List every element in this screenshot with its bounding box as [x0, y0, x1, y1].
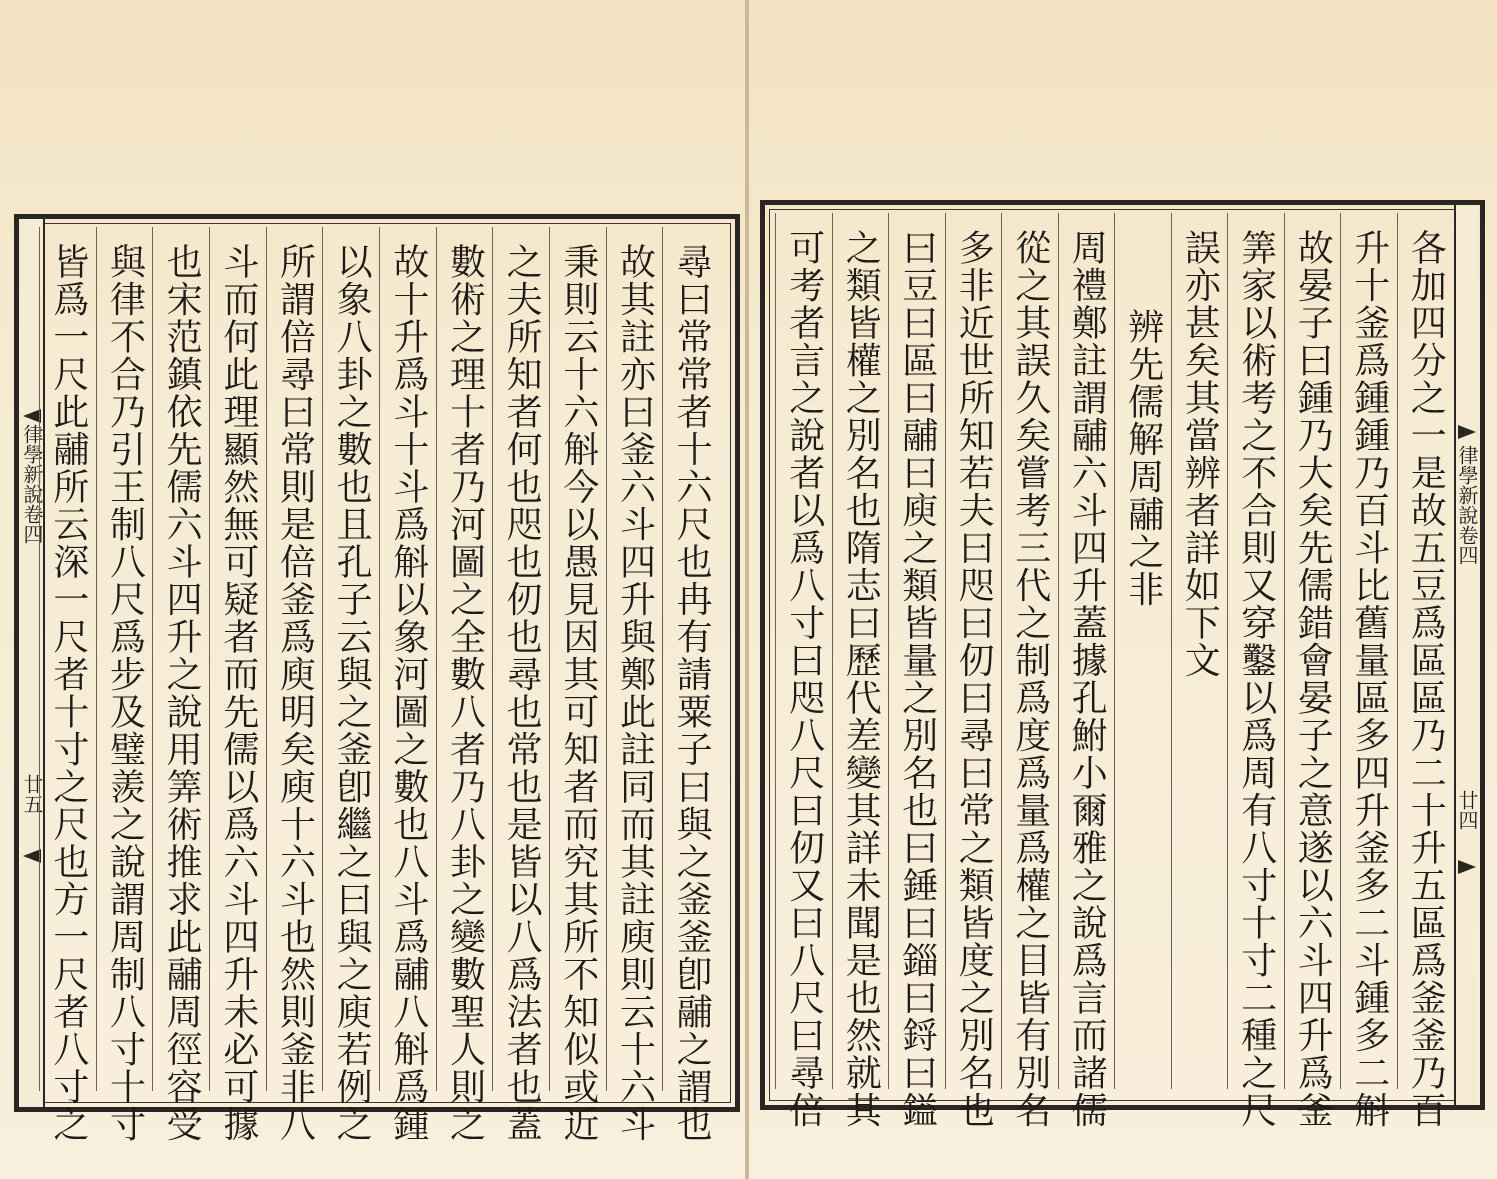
text-column: [1058, 213, 1115, 1129]
column-text: 也宋范鎮依先儒六斗四升之說用筭術推求此鬴周徑容受: [161, 243, 203, 1143]
text-column: [266, 227, 323, 1143]
column-text: 以象八卦之數也且孔子云與之釜卽繼之曰與之庾若例之: [331, 243, 373, 1143]
text-column: [1340, 213, 1397, 1129]
fold-margin-title: 律學新說卷四: [20, 424, 44, 544]
section-heading: 辨先儒解周鬴之非: [1122, 308, 1164, 608]
text-column: [96, 227, 153, 1143]
column-text: 多非近世所知若夫曰咫曰仞曰尋曰常之類皆度之別名也: [953, 229, 995, 1129]
right-page-frame: [760, 200, 1485, 1129]
right-text-columns: [775, 213, 1470, 1129]
column-text: 斗而何此理顯然無可疑者而先儒以爲六斗四升未必可據: [217, 243, 259, 1143]
column-text: 之夫所知者何也咫也仞也尋也常也是皆以八爲法者也蓋: [501, 243, 543, 1143]
text-column: [1171, 213, 1228, 1089]
column-text: 所謂倍尋曰常則是倍釜爲庾明矣庾十六斗也然則釜非八: [274, 243, 316, 1143]
text-column: [209, 227, 266, 1143]
left-text-columns: [39, 227, 721, 1143]
text-column: [39, 227, 96, 1143]
column-text: 秉則云十六斛今以愚見因其可知者而究其所不知似或近: [557, 243, 599, 1143]
text-column: [1227, 213, 1284, 1129]
text-column: [945, 213, 1002, 1129]
column-text: 各加四分之一是故五豆爲區區乃二十升五區爲釜釜乃百: [1405, 229, 1447, 1129]
fold-margin-page-number: 廿五: [20, 774, 44, 814]
column-text: 曰豆曰區曰鬴曰庾之類皆量之別名也曰錘曰錙曰鋝曰鎰: [896, 229, 938, 1129]
column-text: 故其註亦曰釜六斗四升與鄭此註同而其註庾則云十六斗: [614, 243, 656, 1143]
column-text: 皆爲一尺此鬴所云深一尺者十寸之尺也方一尺者八寸之: [47, 243, 89, 1143]
column-text: 從之其誤久矣嘗考三代之制爲度爲量爲權之目皆有別名: [1009, 229, 1051, 1129]
text-column: [492, 227, 549, 1143]
column-text: 故晏子曰鍾乃大矣先儒錯會晏子之意遂以六斗四升爲釜: [1292, 229, 1334, 1129]
column-text: 周禮鄭註謂鬴六斗四升蓋據孔鮒小爾雅之說爲言而諸儒: [1066, 229, 1108, 1129]
text-column: [662, 227, 719, 1143]
column-text: 與律不合乃引王制八尺爲步及璧羨之說謂周制八寸十寸: [104, 243, 146, 1143]
column-text: 可考者言之說者以爲八寸曰咫八尺曰仞又曰八尺曰尋倍: [783, 229, 825, 1129]
text-column: [549, 227, 606, 1143]
column-text: 尋曰常常者十六尺也冉有請粟子曰與之釜釜卽鬴之謂也: [671, 243, 713, 1143]
fold-margin-page-number: 廿四: [1455, 790, 1479, 830]
text-column: [606, 227, 663, 1143]
right-page: [749, 0, 1497, 1179]
left-page: [0, 0, 747, 1179]
text-column: [1284, 213, 1341, 1129]
column-text: 筭家以術考之不合則又穿鑿以爲周有八寸十寸二種之尺: [1235, 229, 1277, 1129]
text-column: [152, 227, 209, 1143]
text-column: [1397, 213, 1454, 1129]
text-column: [888, 213, 945, 1129]
fold-margin-title: 律學新說卷四: [1455, 445, 1479, 565]
column-text: 升十釜爲鍾鍾乃百斗比舊量區多四升釜多二斗鍾多二斛: [1348, 229, 1390, 1129]
column-text: 之類皆權之別名也隋志曰歷代差變其詳未聞是也然就其: [840, 229, 882, 1129]
text-column: [1114, 213, 1171, 1089]
text-column: [832, 213, 889, 1129]
left-page-frame: [14, 214, 740, 1143]
text-column: [436, 227, 493, 1143]
text-column: [775, 213, 832, 1129]
column-text: 誤亦甚矣其當辨者詳如下文: [1179, 229, 1221, 679]
text-column: [1001, 213, 1058, 1129]
text-column: [322, 227, 379, 1143]
text-column: [379, 227, 436, 1143]
column-text: 數術之理十者乃河圖之全數八者乃八卦之變數聖人則之: [444, 243, 486, 1143]
column-text: 故十升爲斗十斗爲斛以象河圖之數也八斗爲鬴八斛爲鍾: [387, 243, 429, 1143]
